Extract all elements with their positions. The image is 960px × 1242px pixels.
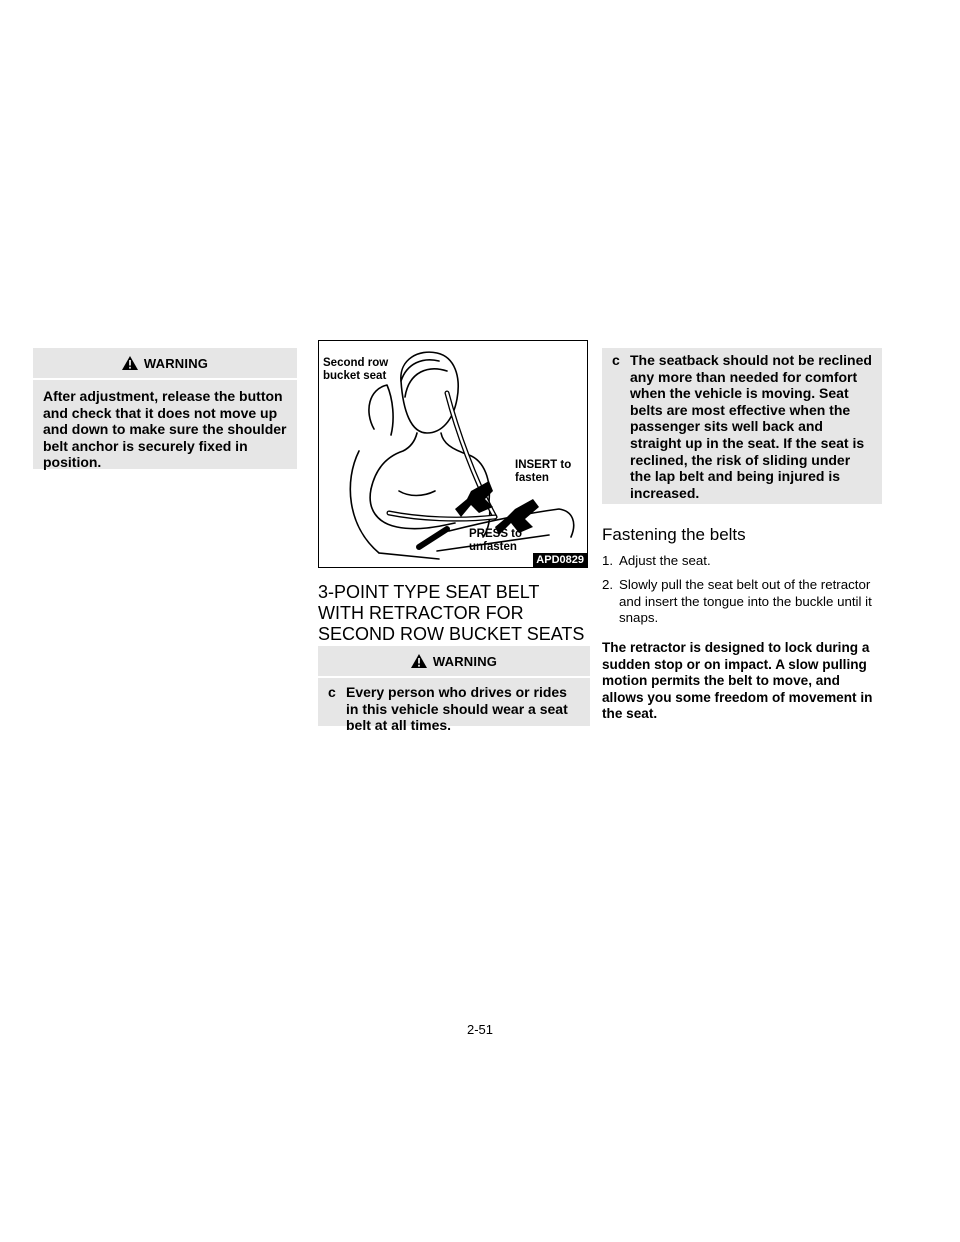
warning-box-shoulder-anchor [33,348,297,469]
steps-list [602,553,882,627]
warning-header [318,646,590,678]
caption-press: PRESS to unfasten [469,528,523,553]
step-number: 2. [602,577,614,593]
warning-text: The seatback should not be reclined any more than needed for comfort when the vehicle is moving. Seat belts are most effective when the passenger sits well back and straight up in the seat. If the seat is reclined, the risk of sliding under the lap belt and being injured is increased. [630,352,872,501]
warning-text: After adjustment, release the button and check that it does not move up and down to make sure the shoulder belt anchor is securely fixed in position. [43,388,287,471]
seat-belt-figure [318,340,588,568]
warning-icon [122,356,138,370]
bullet-mark: c [328,684,336,700]
step-item [602,577,882,626]
retractor-note: The retractor is designed to lock during a sudden stop or on impact. A slow pulling motion permits the belt to move, and allows you some freedom of movement in the seat. [602,640,873,722]
step-item [602,553,882,569]
bullet-mark: c [612,352,620,368]
warning-bullet [318,678,590,744]
warning-label: WARNING [432,653,498,669]
step-text: Adjust the seat. [619,553,711,568]
warning-text: Every person who drives or rides in this vehicle should wear a seat belt at all times. [346,684,568,734]
caption-insert: INSERT to fasten [515,459,572,484]
warning-bullet [602,348,882,511]
page-number: 2-51 [466,1022,494,1037]
section-heading: 3-POINT TYPE SEAT BELT WITH RETRACTOR FOR SECOND ROW BUCKET SEATS [318,582,585,644]
step-text: Slowly pull the seat belt out of the retractor and insert the tongue into the buckle until it snaps. [619,577,872,626]
warning-label: WARNING [143,355,209,371]
figure-code: APD0829 [533,553,587,567]
subheading-fastening: Fastening the belts [602,525,746,544]
warning-icon [411,654,427,668]
step-number: 1. [602,553,614,568]
warning-header [33,348,297,380]
caption-seat: Second row bucket seat [323,357,389,382]
warning-box-wear-belt [318,646,590,734]
warning-box-recline [602,348,882,504]
